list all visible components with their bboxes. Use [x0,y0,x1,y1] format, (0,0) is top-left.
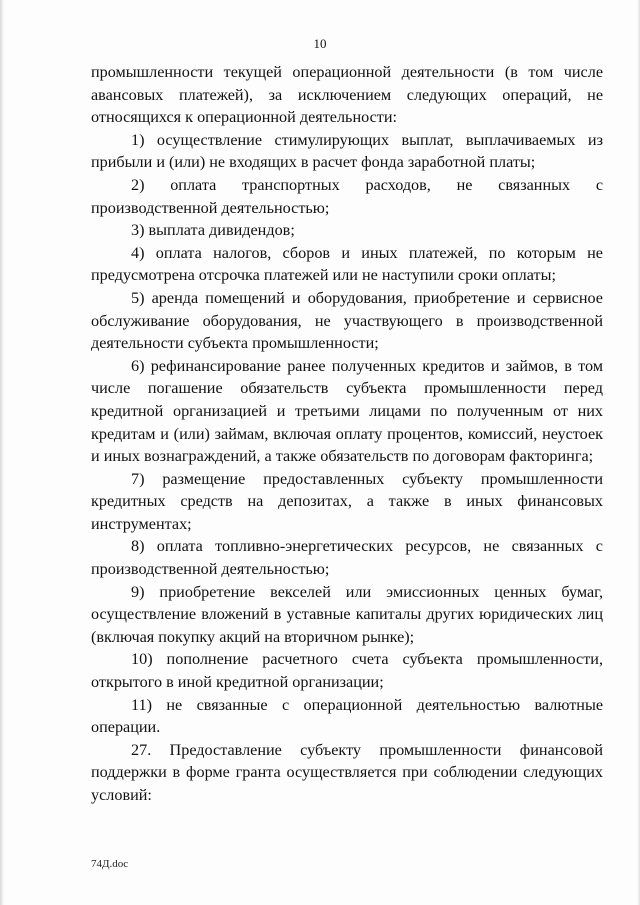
list-item-10: 10) пополнение расчетного счета субъекта промышленности, открытого в иной кредитной организации; [91,650,603,692]
list-item-6: 6) рефинансирование ранее полученных кредитов и займов, в том числе погашение обязательств субъекта промышленности перед кредитной организацией и третьими лицами по полученным от них кредитам и (или) займам, включая оплату процентов, комиссий, неустоек и иных вознаграждений, а также обязательств по договорам факторинга; [91,356,603,466]
list-item-9: 9) приобретение векселей или эмиссионных ценных бумаг, осуществление вложений в уставные капиталы других юридических лиц (включая покупку акций на вторичном рынке); [91,582,603,646]
list-item-4: 4) оплата налогов, сборов и иных платежей, по которым не предусмотрена отсрочка платежей или не наступили сроки оплаты; [91,243,603,285]
list-item-7: 7) размещение предоставленных субъекту промышленности кредитных средств на депозитах, а также в иных финансовых инструментах; [91,469,603,533]
list-item-1: 1) осуществление стимулирующих выплат, выплачиваемых из прибыли и (или) не входящих в расчет фонда заработной платы; [91,130,603,172]
clause-27: 27. Предоставление субъекту промышленности финансовой поддержки в форме гранта осуществляется при соблюдении следующих условий: [91,740,603,804]
list-item-8: 8) оплата топливно-энергетических ресурсов, не связанных с производственной деятельностью; [91,537,603,579]
paragraph-intro: промышленности текущей операционной деятельности (в том числе авансовых платежей), за исключением следующих операций, не относящихся к операционной деятельности: [91,63,603,127]
list-item-11: 11) не связанные с операционной деятельностью валютные операции. [91,695,603,737]
document-body [91,61,603,807]
scan-edge-left [0,0,4,905]
footer-filename: 74Д.doc [91,858,129,870]
list-item-5: 5) аренда помещений и оборудования, приобретение и сервисное обслуживание оборудования, не участвующего в производственной деятельности субъекта промышленности; [91,288,603,353]
list-item-2: 2) оплата транспортных расходов, не связанных с производственной деятельностью; [91,175,603,217]
list-item-3: 3) выплата дивидендов; [131,221,295,240]
page-number: 10 [313,36,327,51]
